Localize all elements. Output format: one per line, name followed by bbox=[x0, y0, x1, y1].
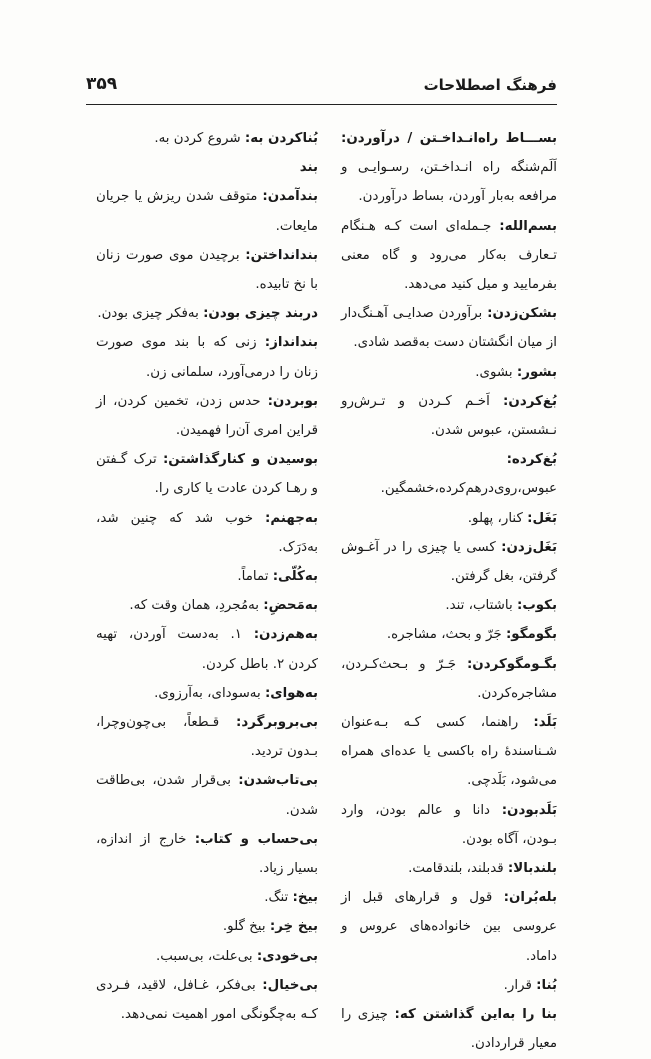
entry-headword: بندآمدن: bbox=[262, 189, 318, 205]
dictionary-entry bbox=[341, 971, 557, 1000]
entry-headword: بکوب: bbox=[516, 598, 557, 614]
header-rule bbox=[86, 104, 557, 105]
dictionary-entry bbox=[341, 1000, 557, 1058]
dictionary-entry bbox=[341, 591, 557, 620]
dictionary-entry bbox=[341, 883, 557, 971]
entry-headword: بی‌تاب‌شدن: bbox=[238, 773, 318, 789]
dictionary-entry bbox=[96, 182, 318, 240]
dictionary-entry bbox=[341, 124, 557, 212]
entry-definition: متوقف شدن ریزش یا جریان مایعات. bbox=[96, 189, 318, 234]
entry-headword: بُناکردن به: bbox=[244, 131, 318, 146]
dictionary-entry bbox=[341, 533, 557, 591]
entry-headword: بشکن‌زدن: bbox=[487, 306, 557, 322]
entry-headword: به‌کُلّی: bbox=[272, 569, 318, 585]
entry-headword: بنا را به‌این گذاشتن که: bbox=[394, 1007, 557, 1023]
dictionary-entry bbox=[96, 766, 318, 824]
entry-headword: دربند چیزی بودن: bbox=[203, 306, 318, 322]
entry-headword: بوسیدن و کنارگذاشتن: bbox=[162, 452, 318, 468]
dictionary-entry bbox=[96, 942, 318, 971]
entry-definition: ۱. به‌دست آوردن، تهیه کردن ۲. باطل کردن. bbox=[96, 627, 318, 672]
entry-definition: دانا و عالم بودن، وارد بـودن، آگاه بودن. bbox=[341, 802, 557, 847]
dictionary-entry bbox=[341, 445, 557, 503]
dictionary-entry bbox=[96, 387, 318, 445]
entry-definition: عبوس،روی‌درهم‌کرده،خشمگین. bbox=[380, 481, 557, 497]
entry-definition: اَخـم کـردن و تـرش‌رو نـشستن، عبوس شدن. bbox=[341, 393, 557, 439]
entry-headword: به‌هم‌زدن: bbox=[253, 627, 318, 643]
dictionary-entry bbox=[96, 708, 318, 766]
running-title: فرهنگ اصطلاحات bbox=[423, 76, 557, 94]
dictionary-entry bbox=[96, 445, 318, 503]
dictionary-entry bbox=[341, 299, 557, 357]
dictionary-entry bbox=[341, 854, 557, 883]
entry-definition: به‌مُجردِ، همان وقت که. bbox=[129, 598, 264, 614]
entry-headword: بندانداز: bbox=[264, 335, 318, 351]
dictionary-entry bbox=[96, 504, 318, 562]
entry-definition: زنی که با بند موی صورت زنان را درمی‌آورد، سلمانی زن. bbox=[96, 335, 318, 380]
dictionary-entry bbox=[96, 679, 318, 708]
dictionary-entry bbox=[96, 124, 318, 153]
entry-definition: جَرّ و بحث، مشاجره. bbox=[386, 627, 506, 643]
entry-headword: به‌هوای: bbox=[264, 685, 318, 701]
dictionary-entry bbox=[341, 796, 557, 854]
entry-headword: بُغ‌کردن: bbox=[503, 393, 557, 409]
dictionary-entry bbox=[96, 299, 318, 328]
entry-definition: خارج از اندازه، بسیار زیاد. bbox=[96, 831, 318, 877]
dictionary-entry bbox=[341, 620, 557, 649]
entry-headword: بی‌حساب و کتاب: bbox=[194, 831, 318, 847]
entry-definition: برآوردن صدایـی آهـنگ‌دار از میان انگشتان دست به‌قصد شادی. bbox=[341, 306, 557, 351]
entry-definition: قدبلند، بلندقامت. bbox=[408, 861, 508, 877]
right-column bbox=[341, 124, 557, 1059]
entry-definition: بیخ گلو. bbox=[222, 919, 270, 935]
entry-definition: به‌فکر چیزی بودن. bbox=[97, 306, 204, 322]
dictionary-entry bbox=[341, 212, 557, 300]
entry-headword: بیخ خِر: bbox=[269, 919, 318, 935]
entry-definition: خوب شد که چنین شد، به‌دَرَک. bbox=[96, 510, 318, 555]
entry-definition: باشتاب، تند. bbox=[445, 598, 517, 614]
entry-definition: جَـرّ و بـحث‌کـردن، مشاجره‌کردن. bbox=[341, 656, 557, 701]
entry-headword: بَغَل‌زدن: bbox=[501, 539, 557, 555]
dictionary-entry bbox=[341, 504, 557, 533]
entry-headword: بگومگو: bbox=[505, 627, 557, 643]
entry-headword: بندانداختن: bbox=[245, 247, 318, 263]
entry-definition: شروع کردن به. bbox=[154, 131, 245, 146]
entry-definition: تنگ. bbox=[264, 890, 293, 906]
entry-headword: بی‌خودی: bbox=[256, 948, 318, 964]
entry-definition: جـمله‌ای است کـه هـنگام تـعارف به‌کار می‌رود و گاه معنی بفرمایید و میل کنید می‌دهد. bbox=[341, 218, 557, 293]
entry-definition: کنار، پهلو. bbox=[467, 510, 528, 526]
entry-headword: بســـاط راه‌انـداخـتن / درآوردن: bbox=[341, 131, 557, 146]
dictionary-entry bbox=[96, 971, 318, 1029]
entry-definition: بی‌علت، بی‌سبب. bbox=[156, 948, 257, 964]
entry-definition: قرار. bbox=[503, 977, 537, 993]
entry-headword: بیخ: bbox=[292, 890, 318, 906]
dictionary-entry bbox=[96, 883, 318, 912]
entry-headword: بگـومگوکردن: bbox=[466, 656, 557, 672]
left-column bbox=[96, 124, 318, 1029]
page-number: ۳۵۹ bbox=[86, 74, 118, 94]
dictionary-entry bbox=[96, 912, 318, 941]
dictionary-entry bbox=[96, 241, 318, 299]
entry-headword: بی‌بروبرگرد: bbox=[236, 715, 318, 731]
entry-definition: قـطعاً، بی‌چون‌وچرا، بـدون تردید. bbox=[96, 715, 318, 760]
entry-headword: بشور: bbox=[516, 364, 557, 380]
dictionary-entry bbox=[341, 650, 557, 708]
entry-definition: بشوی. bbox=[475, 364, 517, 380]
entry-headword: بله‌بُران: bbox=[503, 890, 557, 906]
entry-headword: بَلَدبودن: bbox=[501, 802, 557, 818]
page-header bbox=[86, 72, 557, 98]
entry-definition: راهنما، کسی کـه بـه‌عنوان شـناسندهٔ راه باکسی یا عده‌ای همراه می‌شود، بَلَدچی. bbox=[341, 715, 557, 789]
dictionary-entry bbox=[341, 387, 557, 445]
entry-definition: برچیدن موی صورت زنان با نخ تابیده. bbox=[96, 247, 318, 293]
entry-definition: اَلَم‌شنگه راه انـداخـتن، رسـوایـی و مرافعه به‌بار آوردن، بساط درآوردن. bbox=[341, 160, 557, 205]
dictionary-entry bbox=[96, 620, 318, 678]
dictionary-entry bbox=[96, 825, 318, 883]
entry-definition: چیزی را معیار قراردادن. bbox=[341, 1007, 557, 1052]
entry-definition: بی‌فکر، غـافل، لاقید، فـردی کـه به‌چگونگی امور اهمیت نمی‌دهد. bbox=[96, 977, 318, 1023]
entry-headword: بی‌خیال: bbox=[262, 977, 318, 993]
entry-headword: بوبردن: bbox=[267, 393, 318, 409]
entry-headword: بسم‌الله: bbox=[499, 218, 557, 234]
dictionary-entry bbox=[96, 562, 318, 591]
entry-definition: ترک گـفتن و رهـا کردن عادت یا کاری را. bbox=[96, 452, 318, 497]
entry-headword: بلندبالا: bbox=[507, 861, 557, 877]
entry-definition: به‌سودای، به‌آرزوی. bbox=[154, 685, 265, 701]
dictionary-entry bbox=[96, 591, 318, 620]
entry-headword: بند bbox=[299, 160, 318, 176]
entry-definition: بی‌قرار شدن، بی‌طاقت شدن. bbox=[96, 773, 318, 818]
dictionary-entry bbox=[341, 358, 557, 387]
dictionary-entry bbox=[96, 153, 318, 182]
entry-definition: کسی یا چیزی را در آغـوش گرفتن، بغل گرفتن. bbox=[341, 539, 557, 585]
dictionary-entry bbox=[341, 708, 557, 796]
entry-definition: تماماً. bbox=[237, 569, 273, 585]
dictionary-entry bbox=[96, 328, 318, 386]
entry-headword: به‌جهنم: bbox=[265, 510, 318, 526]
entry-headword: بُنا: bbox=[536, 977, 557, 993]
entry-headword: بَغَل: bbox=[527, 510, 557, 526]
entry-definition: قول و قرارهای قبل از عروسی بین خانواده‌های عروس و داماد. bbox=[341, 890, 557, 964]
entry-definition: حدس زدن، تخمین کردن، از قراین امری آن‌را فهمیدن. bbox=[96, 393, 318, 439]
entry-headword: بَلَد: bbox=[533, 715, 557, 731]
entry-headword: بُغ‌کرده: bbox=[506, 452, 557, 468]
entry-headword: به‌مَحضِ: bbox=[263, 598, 318, 614]
